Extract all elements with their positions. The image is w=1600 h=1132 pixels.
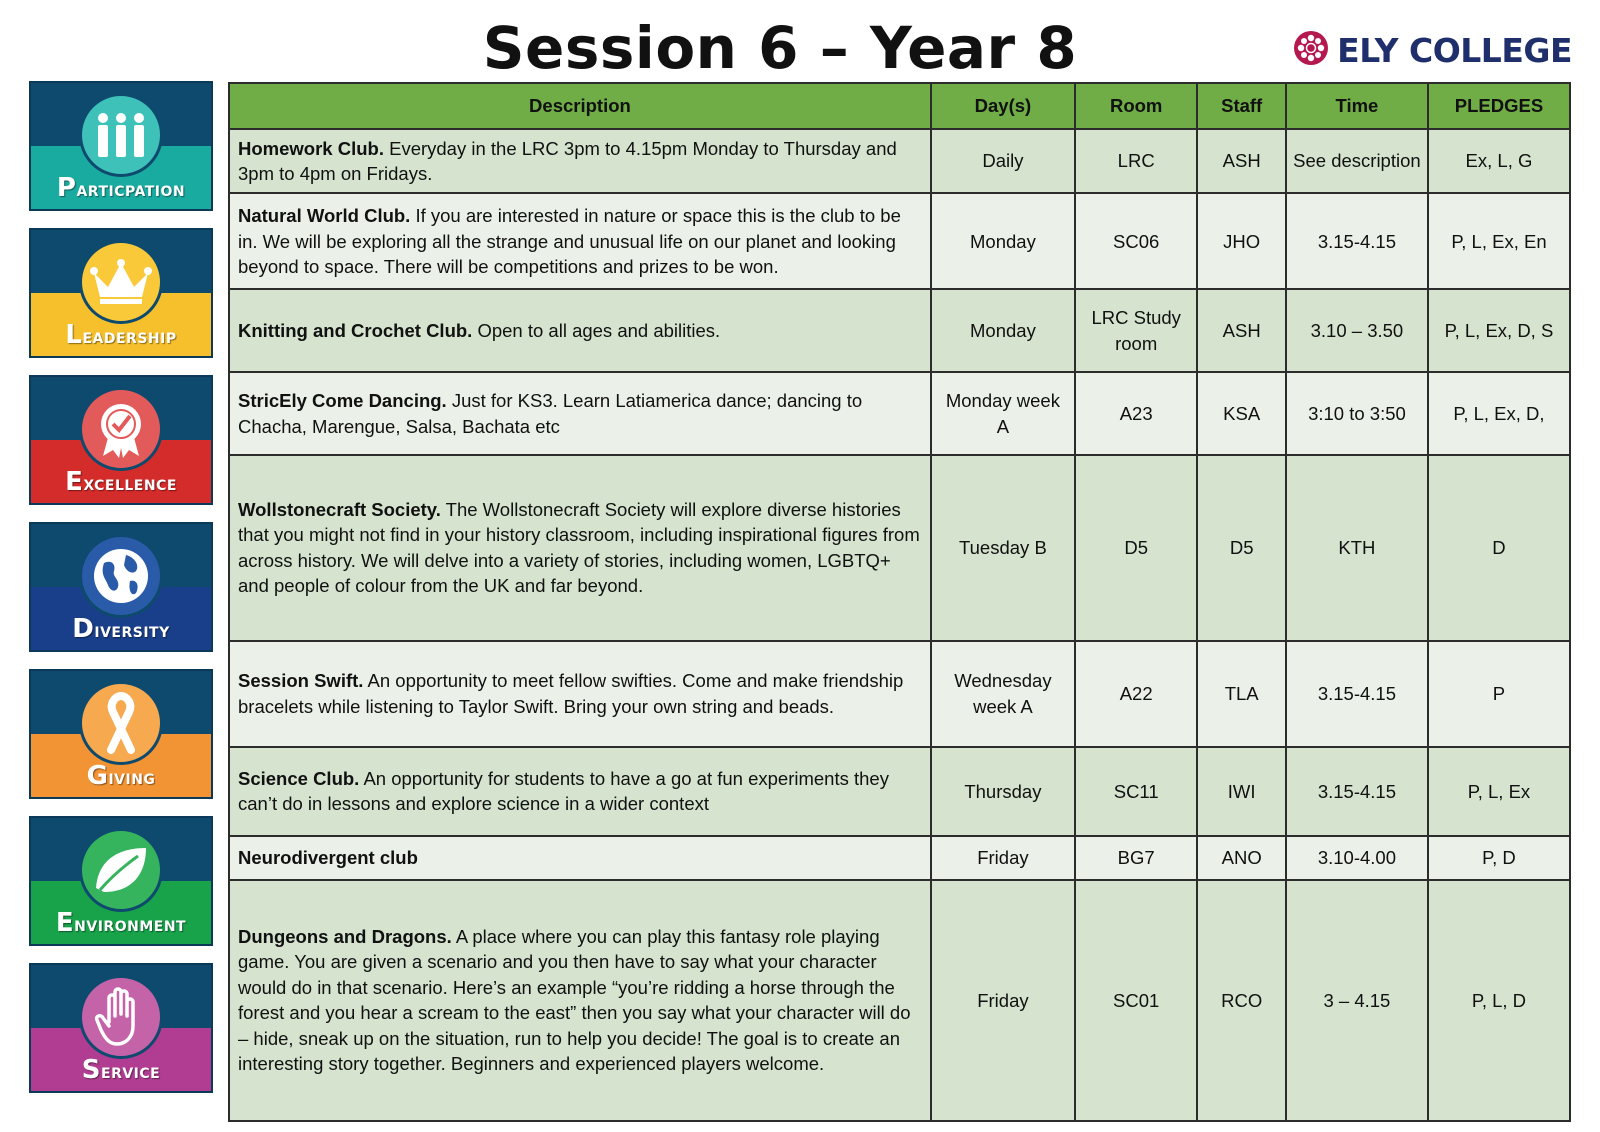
pledges-cell: P, L, Ex, En [1428,193,1570,289]
description-cell [229,372,931,455]
description-cell [229,641,931,747]
staff-cell: ANO [1197,836,1286,880]
description-cell [229,836,931,880]
table-header-row [229,83,1570,129]
room-cell: A22 [1075,641,1197,747]
description-cell [229,193,931,289]
staff-cell: RCO [1197,880,1286,1121]
time-cell: 3.10-4.00 [1286,836,1428,880]
club-name: Natural World Club. [238,205,411,227]
time-cell: 3:10 to 3:50 [1286,372,1428,455]
staff-cell: ASH [1197,289,1286,372]
days-cell: Monday week A [931,372,1075,455]
table-row [229,289,1570,372]
room-cell: BG7 [1075,836,1197,880]
days-cell: Daily [931,129,1075,193]
pledge-label: Excellence [65,467,177,497]
pledge-excellence [29,375,213,505]
time-cell: KTH [1286,455,1428,641]
logo-text: ELY COLLEGE [1337,30,1572,70]
staff-cell: IWI [1197,747,1286,836]
club-name: StricEly Come Dancing. [238,390,447,412]
pledge-label: Leadership [65,320,177,350]
people-icon [79,93,163,177]
club-name: Dungeons and Dragons. [238,925,452,947]
rosette-icon [79,387,163,471]
pledges-cell: Ex, L, G [1428,129,1570,193]
pledges-cell: P [1428,641,1570,747]
table-row [229,129,1570,193]
staff-cell: ASH [1197,129,1286,193]
club-description: If you are interested in nature or space this is the club to be in. We will be exploring all the strange and unusual life on our planet and looking beyond to space. There will be competitions and prizes to be won. [238,205,901,278]
room-cell: SC11 [1075,747,1197,836]
pledge-label: Particpation [56,173,186,203]
pledges-cell: P, D [1428,836,1570,880]
days-cell: Tuesday B [931,455,1075,641]
staff-cell: TLA [1197,641,1286,747]
description-cell [229,747,931,836]
description-cell [229,455,931,641]
pledge-label: Environment [55,908,187,938]
pledges-cell: P, L, Ex [1428,747,1570,836]
table-row [229,641,1570,747]
college-logo [1293,28,1572,72]
header-time: Time [1286,83,1428,129]
time-cell: 3.15-4.15 [1286,747,1428,836]
club-description: Open to all ages and abilities. [472,320,721,342]
club-name: Neurodivergent club [238,847,418,869]
pledge-label: Diversity [72,614,170,644]
club-description: An opportunity to meet fellow swifties. Come and make friendship bracelets while listening to Taylor Swift. Bring your own string and beads. [238,670,904,717]
pledges-cell: P, L, Ex, D, S [1428,289,1570,372]
club-name: Science Club. [238,767,360,789]
pledge-environment [29,816,213,946]
pledge-service [29,963,213,1093]
time-cell: See description [1286,129,1428,193]
club-name: Wollstonecraft Society. [238,498,441,520]
days-cell: Wednesday week A [931,641,1075,747]
staff-cell: KSA [1197,372,1286,455]
page-title: Session 6 – Year 8 [482,14,1078,82]
table-row [229,372,1570,455]
club-name: Knitting and Crochet Club. [238,320,473,342]
description-cell [229,880,931,1121]
clubs-schedule-table [228,82,1571,1122]
days-cell: Friday [931,880,1075,1121]
time-cell: 3.15-4.15 [1286,193,1428,289]
time-cell: 3.10 – 3.50 [1286,289,1428,372]
room-cell: LRC Study room [1075,289,1197,372]
staff-cell: JHO [1197,193,1286,289]
pledge-giving [29,669,213,799]
room-cell: D5 [1075,455,1197,641]
hand-icon [79,975,163,1059]
header-pledges: PLEDGES [1428,83,1570,129]
pledges-cell: P, L, D [1428,880,1570,1121]
header-days: Day(s) [931,83,1075,129]
description-cell [229,129,931,193]
table-row [229,747,1570,836]
club-description: A place where you can play this fantasy role playing game. You are given a scenario and you then have to say what your character would do in that scenario. Here’s an example “you’re ridding a horse through the forest and you hear a scream to the east” then you say what your character will do – hide, sneak up on the situation, run to help you decide! The goal is to create an interesting story together. Beginners and experienced players welcome. [238,925,911,1075]
pledges-cell: D [1428,455,1570,641]
table-row [229,880,1570,1121]
staff-cell: D5 [1197,455,1286,641]
pledges-cell: P, L, Ex, D, [1428,372,1570,455]
room-cell: SC06 [1075,193,1197,289]
header-staff: Staff [1197,83,1286,129]
header-room: Room [1075,83,1197,129]
crown-icon [79,240,163,324]
pledge-label: Giving [86,761,156,791]
days-cell: Monday [931,193,1075,289]
table-row [229,455,1570,641]
pledge-diversity [29,522,213,652]
club-description: Everyday in the LRC 3pm to 4.15pm Monday to Thursday and 3pm to 4pm on Fridays. [238,137,897,185]
table-row [229,193,1570,289]
pledge-leadership [29,228,213,358]
table-row [229,836,1570,880]
leaf-icon [79,828,163,912]
flower-emblem-icon [1293,30,1329,71]
time-cell: 3 – 4.15 [1286,880,1428,1121]
days-cell: Thursday [931,747,1075,836]
club-name: Homework Club. [238,137,384,159]
club-description: The Wollstonecraft Society will explore diverse histories that you might not find in your history classroom, including inspirational figures from across history. We will delve into a variety of stories, including women, LGBTQ+ and people of colour from the UK and far beyond. [238,498,920,597]
club-description: Just for KS3. Learn Latiamerica dance; dancing to Chacha, Marengue, Salsa, Bachata etc [238,390,863,437]
club-name: Session Swift. [238,670,364,692]
room-cell: LRC [1075,129,1197,193]
header-description: Description [229,83,931,129]
room-cell: SC01 [1075,880,1197,1121]
club-description: An opportunity for students to have a go at fun experiments they can’t do in lessons and explore science in a wider context [238,767,889,815]
time-cell: 3.15-4.15 [1286,641,1428,747]
days-cell: Monday [931,289,1075,372]
description-cell [229,289,931,372]
days-cell: Friday [931,836,1075,880]
ribbon-icon [79,681,163,765]
pledge-participation [29,81,213,211]
globe-icon [79,534,163,618]
room-cell: A23 [1075,372,1197,455]
pledge-label: Service [81,1055,161,1085]
